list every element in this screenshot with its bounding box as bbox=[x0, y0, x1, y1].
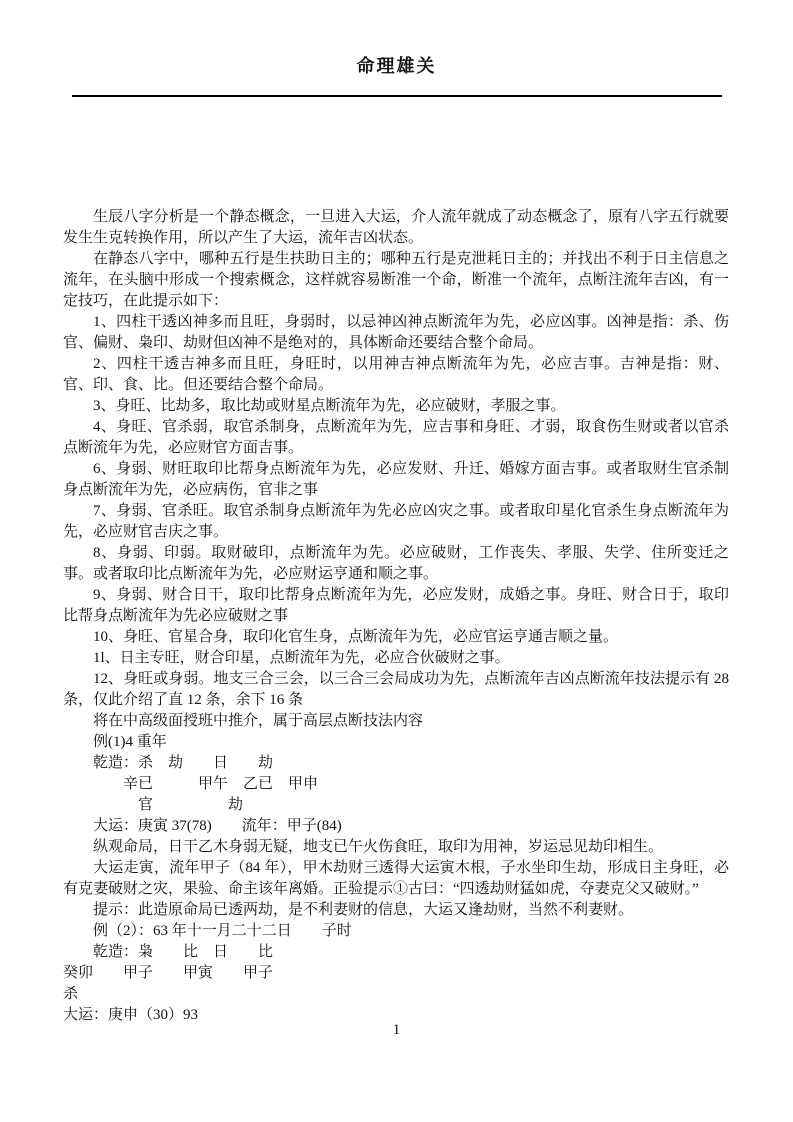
example1-heading: 例(1)4 重年 bbox=[93, 734, 167, 750]
example2-hidden-stem: 杀 bbox=[63, 986, 79, 1002]
example2-ten-gods-line: 乾造：枭 比 日 比 bbox=[93, 944, 274, 960]
page-number: 1 bbox=[392, 1022, 401, 1038]
document-body bbox=[63, 207, 729, 1026]
intro-paragraph-2: 在静态八字中，哪种五行是生扶助日主的；哪种五行是克泄耗日主的；并找出不利于日主信息之流年，在头脑中形成一个搜索概念，这样就容易断准一个命，断准一个流年，点断注流年吉凶，有一定技巧，在此提示如下： bbox=[63, 251, 729, 309]
example1-luck-cycle-line: 大运：庚寅 37(78) 流年：甲子(84) bbox=[93, 818, 342, 834]
header-divider bbox=[72, 95, 722, 97]
rule-item-12: 12、身旺或身弱。地支三合三会，以三合三会局成功为先，点断流年吉凶点断流年技法提示有 28 条，仅此介绍了直 12 条，余下 16 条 bbox=[63, 671, 729, 708]
rule-item-4: 4、身旺、官杀弱，取官杀制身，点断流年为先，应吉事和身旺、才弱，取食伤生财或者以官杀点断流年为先，必应财官方面吉事。 bbox=[63, 419, 729, 456]
example1-pillars-line: 辛已 甲午 乙已 甲申 bbox=[123, 776, 319, 792]
rule-item-6: 6、身弱、财旺取印比帮身点断流年为先，必应发财、升迁、婚嫁方面吉事。或者取财生官杀制身点断流年为先，必应病伤，官非之事 bbox=[63, 461, 729, 498]
rule-item-3: 3、身旺、比劫多，取比劫或财星点断流年为先，必应破财，孝服之事。 bbox=[93, 398, 566, 414]
example1-analysis-1: 纵观命局，日干乙木身弱无疑，地支已午火伤食旺，取印为用神，岁运忌见劫印相生。 bbox=[93, 839, 664, 855]
example1-ten-gods-line: 乾造：杀 劫 日 劫 bbox=[93, 755, 274, 771]
example2-luck-cycle-line: 大运：庚申（30）93 bbox=[63, 1007, 199, 1023]
example2-pillars-line: 癸卯 甲子 甲寅 甲子 bbox=[63, 965, 274, 981]
promo-note: 将在中高级面授班中推介，属于高层点断技法内容 bbox=[93, 713, 424, 729]
rule-item-2: 2、四柱干透吉神多而且旺，身旺时，以用神吉神点断流年为先，必应吉事。吉神是指：财、官、印、食、比。但还要结合整个命局。 bbox=[63, 356, 729, 393]
page-title: 命理雄关 bbox=[356, 56, 437, 76]
intro-paragraph-1: 生辰八字分析是一个静态概念，一旦进入大运，介人流年就成了动态概念了，原有八字五行就要发生生克转换作用，所以产生了大运，流年吉凶状态。 bbox=[63, 209, 729, 246]
example1-analysis-2: 大运走寅，流年甲子（84 年），甲木劫财三透得大运寅木根，子水坐印生劫，形成日主身旺，必有克妻破财之灾，果验、命主该年离婚。正验提示①古曰：“四透劫财猛如虎，夺妻克父又破财。” bbox=[63, 860, 729, 897]
rule-item-7: 7、身弱、官杀旺。取官杀制身点断流年为先必应凶灾之事。或者取印星化官杀生身点断流年为先，必应财官吉庆之事。 bbox=[63, 503, 729, 540]
rule-item-10: 10、身旺、官星合身，取印化官生身，点断流年为先，必应官运亨通吉顺之量。 bbox=[93, 629, 619, 645]
example1-tip: 提示：此造原命局已透两劫，是不利妻财的信息，大运又逢劫财，当然不利妻财。 bbox=[93, 902, 634, 918]
rule-item-8: 8、身弱、印弱。取财破印，点断流年为先。必应破财，工作丧失、孝服、失学、住所变迁之事。或者取印比点断流年为先，必应财运亨通和顺之事。 bbox=[63, 545, 729, 582]
example1-hidden-stems-line: 官 劫 bbox=[138, 797, 244, 813]
example2-heading: 例（2）：63 年十一月二十二日 子时 bbox=[93, 923, 352, 939]
rule-item-9: 9、身弱、财合日干，取印比帮身点断流年为先，必应发财，成婚之事。身旺、财合日于，取印比帮身点断流年为先必应破财之事 bbox=[63, 587, 729, 624]
rule-item-1: 1、四柱干透凶神多而且旺，身弱时，以忌神凶神点断流年为先，必应凶事。凶神是指：杀、伤官、偏财、枭印、劫财但凶神不是绝对的，具体断命还要结合整个命局。 bbox=[63, 314, 729, 351]
rule-item-11: 1l、日主专旺，财合印星，点断流年为先，必应合伙破财之事。 bbox=[93, 650, 510, 666]
